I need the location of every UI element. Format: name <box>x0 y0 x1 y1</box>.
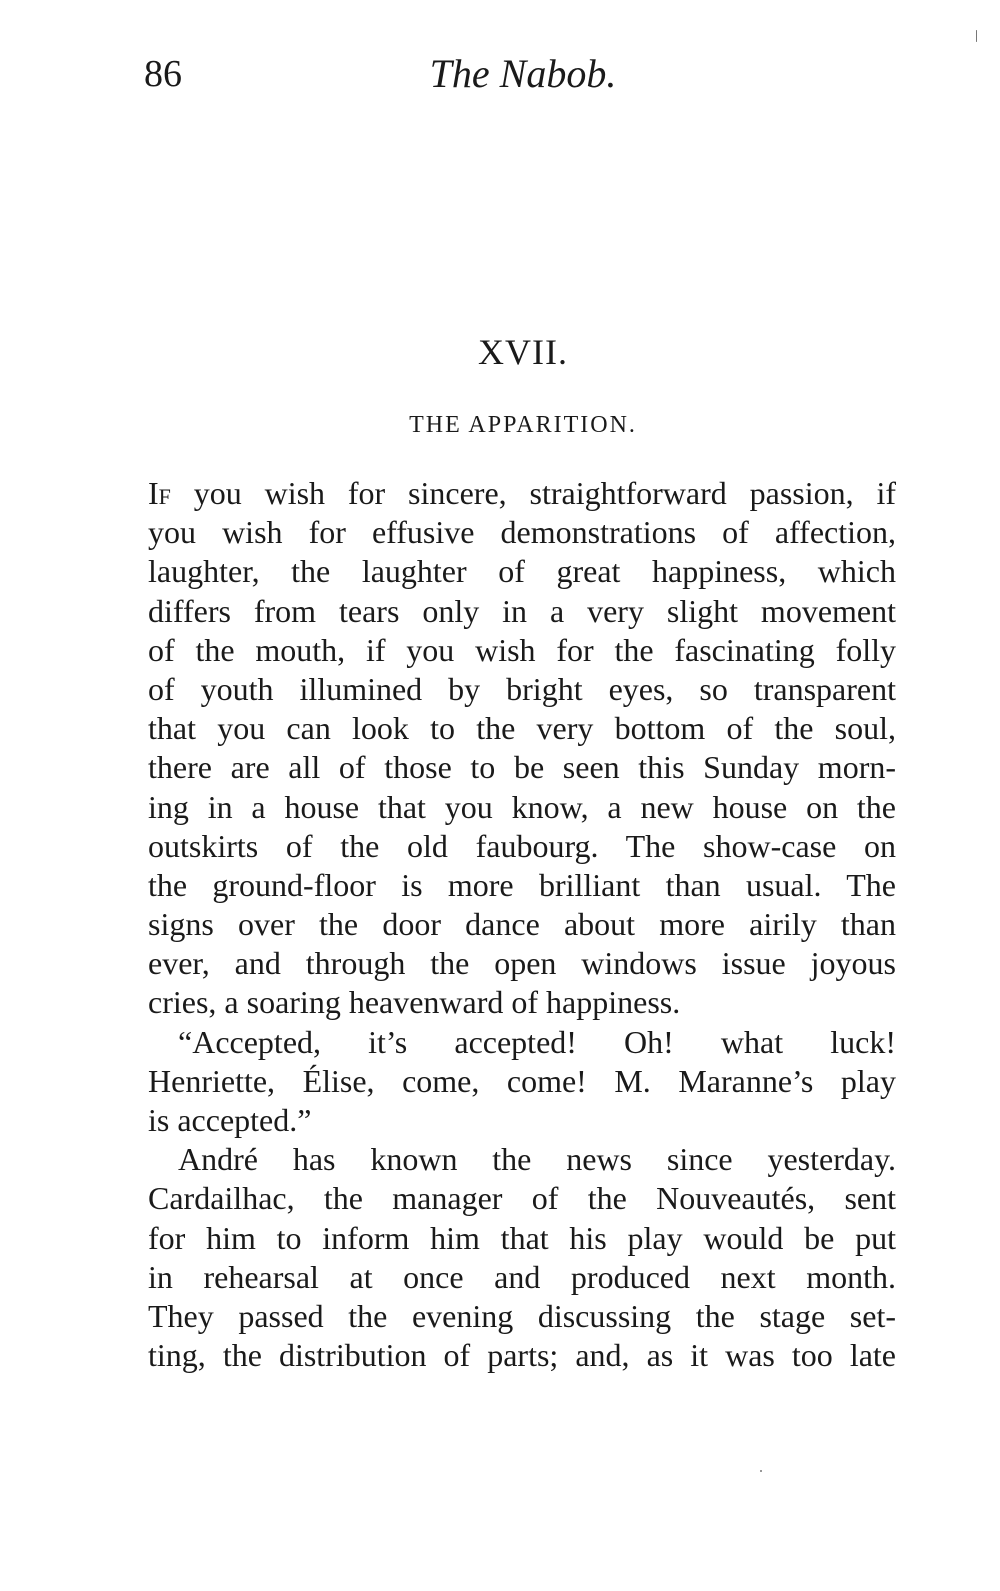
page-number: 86 <box>144 53 182 95</box>
text-line: for him to inform him that his play would be put <box>148 1219 896 1256</box>
text-line: cries, a soaring heavenward of happiness. <box>148 984 681 1021</box>
text-line: the ground-floor is more brilliant than usual. The <box>148 866 896 903</box>
running-title: The Nabob. <box>429 51 617 96</box>
scan-speck <box>760 1470 762 1472</box>
chapter-number: XVII. <box>478 332 568 372</box>
text-line: outskirts of the old faubourg. The show-case on <box>148 827 896 864</box>
text-line: ing in a house that you know, a new house on the <box>148 788 896 825</box>
text-line: you wish for effusive demonstrations of affection, <box>148 514 896 551</box>
text-line: André has known the news since yesterday. <box>178 1141 896 1178</box>
text-line: there are all of those to be seen this Sunday morn- <box>148 749 896 786</box>
text-line: Cardailhac, the manager of the Nouveautés, sent <box>148 1180 896 1217</box>
text-line: ever, and through the open windows issue joyous <box>148 945 896 982</box>
text-line: is accepted.” <box>148 1102 312 1138</box>
text-line: signs over the door dance about more airily than <box>148 906 896 943</box>
scan-speck <box>976 30 977 42</box>
body-text <box>148 474 896 1375</box>
text-line: They passed the evening discussing the stage set- <box>148 1297 896 1334</box>
text-line: laughter, the laughter of great happiness, which <box>148 553 896 590</box>
text-line: differs from tears only in a very slight movement <box>148 592 896 629</box>
text-line: ting, the distribution of parts; and, as it was too late <box>148 1337 896 1374</box>
text-line: of the mouth, if you wish for the fascinating folly <box>148 631 896 668</box>
chapter-title: THE APPARITION. <box>409 412 637 438</box>
text-line: that you can look to the very bottom of the soul, <box>148 710 896 747</box>
text-line: Henriette, Élise, come, come! M. Maranne’s play <box>148 1062 896 1099</box>
text-line: of youth illumined by bright eyes, so transparent <box>148 670 896 707</box>
text-line: in rehearsal at once and produced next month. <box>148 1258 896 1295</box>
text-line: If you wish for sincere, straightforward passion, if <box>148 475 896 511</box>
text-line: “Accepted, it’s accepted! Oh! what luck! <box>178 1023 896 1060</box>
